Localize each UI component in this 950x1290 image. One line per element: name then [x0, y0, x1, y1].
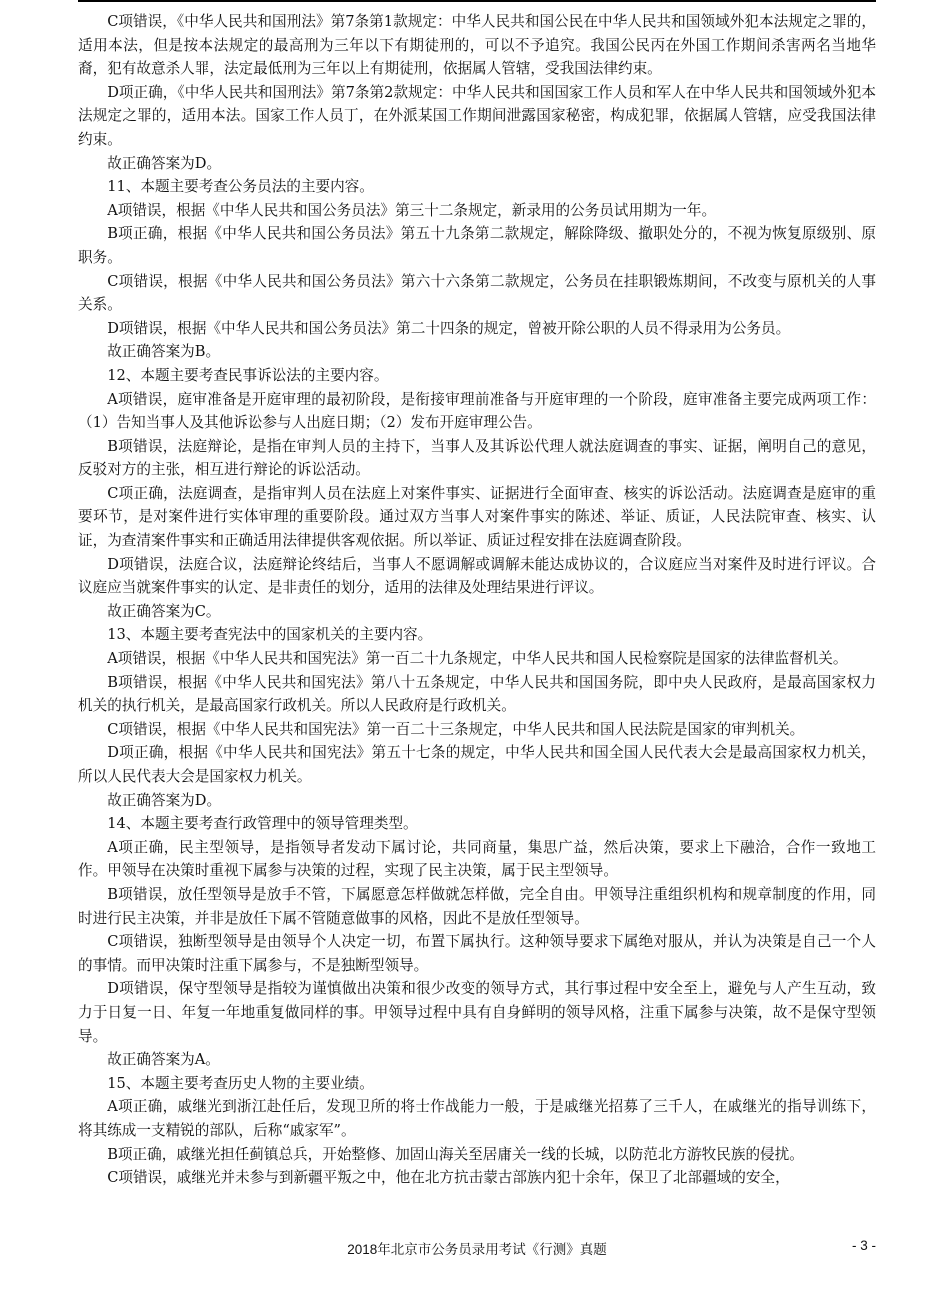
paragraph: 故正确答案为D。 — [107, 154, 222, 172]
paragraph: C项错误，《中华人民共和国刑法》第7条第1款规定：中华人民共和国公民在中华人民共和国领域外犯本法规定之罪的，适用本法，但是按本法规定的最高刑为三年以下有期徒刑的，可以不予追究。我国公民丙在外国工作期间杀害两名当地华裔，犯有故意杀人罪，法定最低刑为三年以上有期徒刑，依据属人管辖，受我国法律约束。 — [78, 13, 876, 78]
paragraph: C项错误，戚继光并未参与到新疆平叛之中，他在北方抗击蒙古部族内犯十余年，保卫了北部疆域的安全， — [107, 1169, 790, 1187]
paragraph: D项正确，根据《中华人民共和国宪法》第五十七条的规定，中华人民共和国全国人民代表大会是最高国家权力机关，所以人民代表大会是国家权力机关。 — [78, 744, 876, 785]
paragraph: A项错误，根据《中华人民共和国宪法》第一百二十九条规定，中华人民共和国人民检察院是国家的法律监督机关。 — [107, 650, 848, 668]
paragraph: B项错误，根据《中华人民共和国宪法》第八十五条规定，中华人民共和国国务院，即中央人民政府，是最高国家权力机关的执行机关，是最高国家行政机关。所以人民政府是行政机关。 — [78, 673, 876, 715]
top-rule — [78, 0, 876, 2]
paragraph: D项错误，根据《中华人民共和国公务员法》第二十四条的规定，曾被开除公职的人员不得录用为公务员。 — [107, 319, 791, 337]
question-heading: 14、本题主要考查行政管理中的领导管理类型。 — [107, 815, 418, 833]
paragraph: B项正确，戚继光担任蓟镇总兵，开始整修、加固山海关至居庸关一线的长城，以防范北方游牧民族的侵扰。 — [107, 1145, 804, 1163]
paragraph: D项正确，《中华人民共和国刑法》第7条第2款规定：中华人民共和国国家工作人员和军人在中华人民共和国领域外犯本法规定之罪的，适用本法。国家工作人员丁，在外派某国工作期间泄露国家秘密，构成犯罪，依据属人管辖，应受我国法律约束。 — [78, 83, 876, 148]
page-number: - 3 - — [851, 1238, 876, 1253]
paragraph: C项正确，法庭调查，是指审判人员在法庭上对案件事实、证据进行全面审查、核实的诉讼活动。法庭调查是庭审的重要环节，是对案件进行实体审理的重要阶段。通过双方当事人对案件事实的陈述、举证、质证，人民法院审查、核实、认证，为查清案件事实和正确适用法律提供客观依据。所以举证、质证过程安排在法庭调查阶段。 — [78, 484, 876, 550]
question-heading: 15、本题主要考查历史人物的主要业绩。 — [107, 1074, 374, 1092]
paragraph: A项正确，戚继光到浙江赴任后，发现卫所的将士作战能力一般，于是戚继光招募了三千人，在戚继光的指导训练下，将其练成一支精锐的部队，后称“戚家军”。 — [78, 1098, 876, 1139]
paragraph: A项错误，庭审准备是开庭审理的最初阶段，是衔接审理前准备与开庭审理的一个阶段，庭审准备主要完成两项工作：（1）告知当事人及其他诉讼参与人出庭日期；（2）发布开庭审理公告。 — [78, 390, 876, 432]
paragraph: 故正确答案为D。 — [107, 791, 222, 809]
paragraph: A项正确，民主型领导，是指领导者发动下属讨论，共同商量，集思广益，然后决策，要求上下融洽，合作一致地工作。甲领导在决策时重视下属参与决策的过程，实现了民主决策，属于民主型领导。 — [78, 838, 876, 880]
paragraph: B项错误，法庭辩论，是指在审判人员的主持下，当事人及其诉讼代理人就法庭调查的事实、证据，阐明自己的意见，反驳对方的主张，相互进行辩论的诉讼活动。 — [78, 437, 876, 479]
paragraph: 故正确答案为A。 — [107, 1051, 220, 1069]
paragraph: C项错误，根据《中华人民共和国宪法》第一百二十三条规定，中华人民共和国人民法院是国家的审判机关。 — [107, 720, 805, 738]
paragraph: A项错误，根据《中华人民共和国公务员法》第三十二条规定，新录用的公务员试用期为一年。 — [107, 201, 717, 219]
paragraph: 故正确答案为C。 — [107, 602, 221, 620]
footer-title: 2018年北京市公务员录用考试《行测》真题 — [347, 1242, 607, 1257]
answer-explanations — [78, 10, 876, 1190]
paragraph: B项错误，放任型领导是放手不管，下属愿意怎样做就怎样做，完全自由。甲领导注重组织机构和规章制度的作用，同时进行民主决策，并非是放任下属不管随意做事的风格，因此不是放任型领导。 — [78, 885, 876, 927]
paragraph: D项错误，法庭合议，法庭辩论终结后，当事人不愿调解或调解未能达成协议的，合议庭应当对案件及时进行评议。合议庭应当就案件事实的认定、是非责任的划分，适用的法律及处理结果进行评议。 — [78, 555, 876, 597]
question-heading: 13、本题主要考查宪法中的国家机关的主要内容。 — [107, 626, 433, 644]
paragraph: C项错误，根据《中华人民共和国公务员法》第六十六条第二款规定，公务员在挂职锻炼期间，不改变与原机关的人事关系。 — [78, 272, 876, 314]
paragraph: 故正确答案为B。 — [107, 343, 221, 361]
paragraph: B项正确，根据《中华人民共和国公务员法》第五十九条第二款规定，解除降级、撤职处分的，不视为恢复原级别、原职务。 — [78, 225, 876, 266]
question-heading: 11、本题主要考查公务员法的主要内容。 — [107, 178, 374, 196]
page-footer — [78, 1238, 876, 1262]
paragraph: D项错误，保守型领导是指较为谨慎做出决策和很少改变的领导方式，其行事过程中安全至上，避免与人产生互动，致力于日复一日、年复一年地重复做同样的事。甲领导过程中具有自身鲜明的领导风格，注重下属参与决策，故不是保守型领导。 — [78, 980, 876, 1045]
paragraph: C项错误，独断型领导是由领导个人决定一切，布置下属执行。这种领导要求下属绝对服从，并认为决策是自己一个人的事情。而甲决策时注重下属参与，不是独断型领导。 — [78, 933, 876, 974]
question-heading: 12、本题主要考查民事诉讼法的主要内容。 — [107, 366, 389, 384]
